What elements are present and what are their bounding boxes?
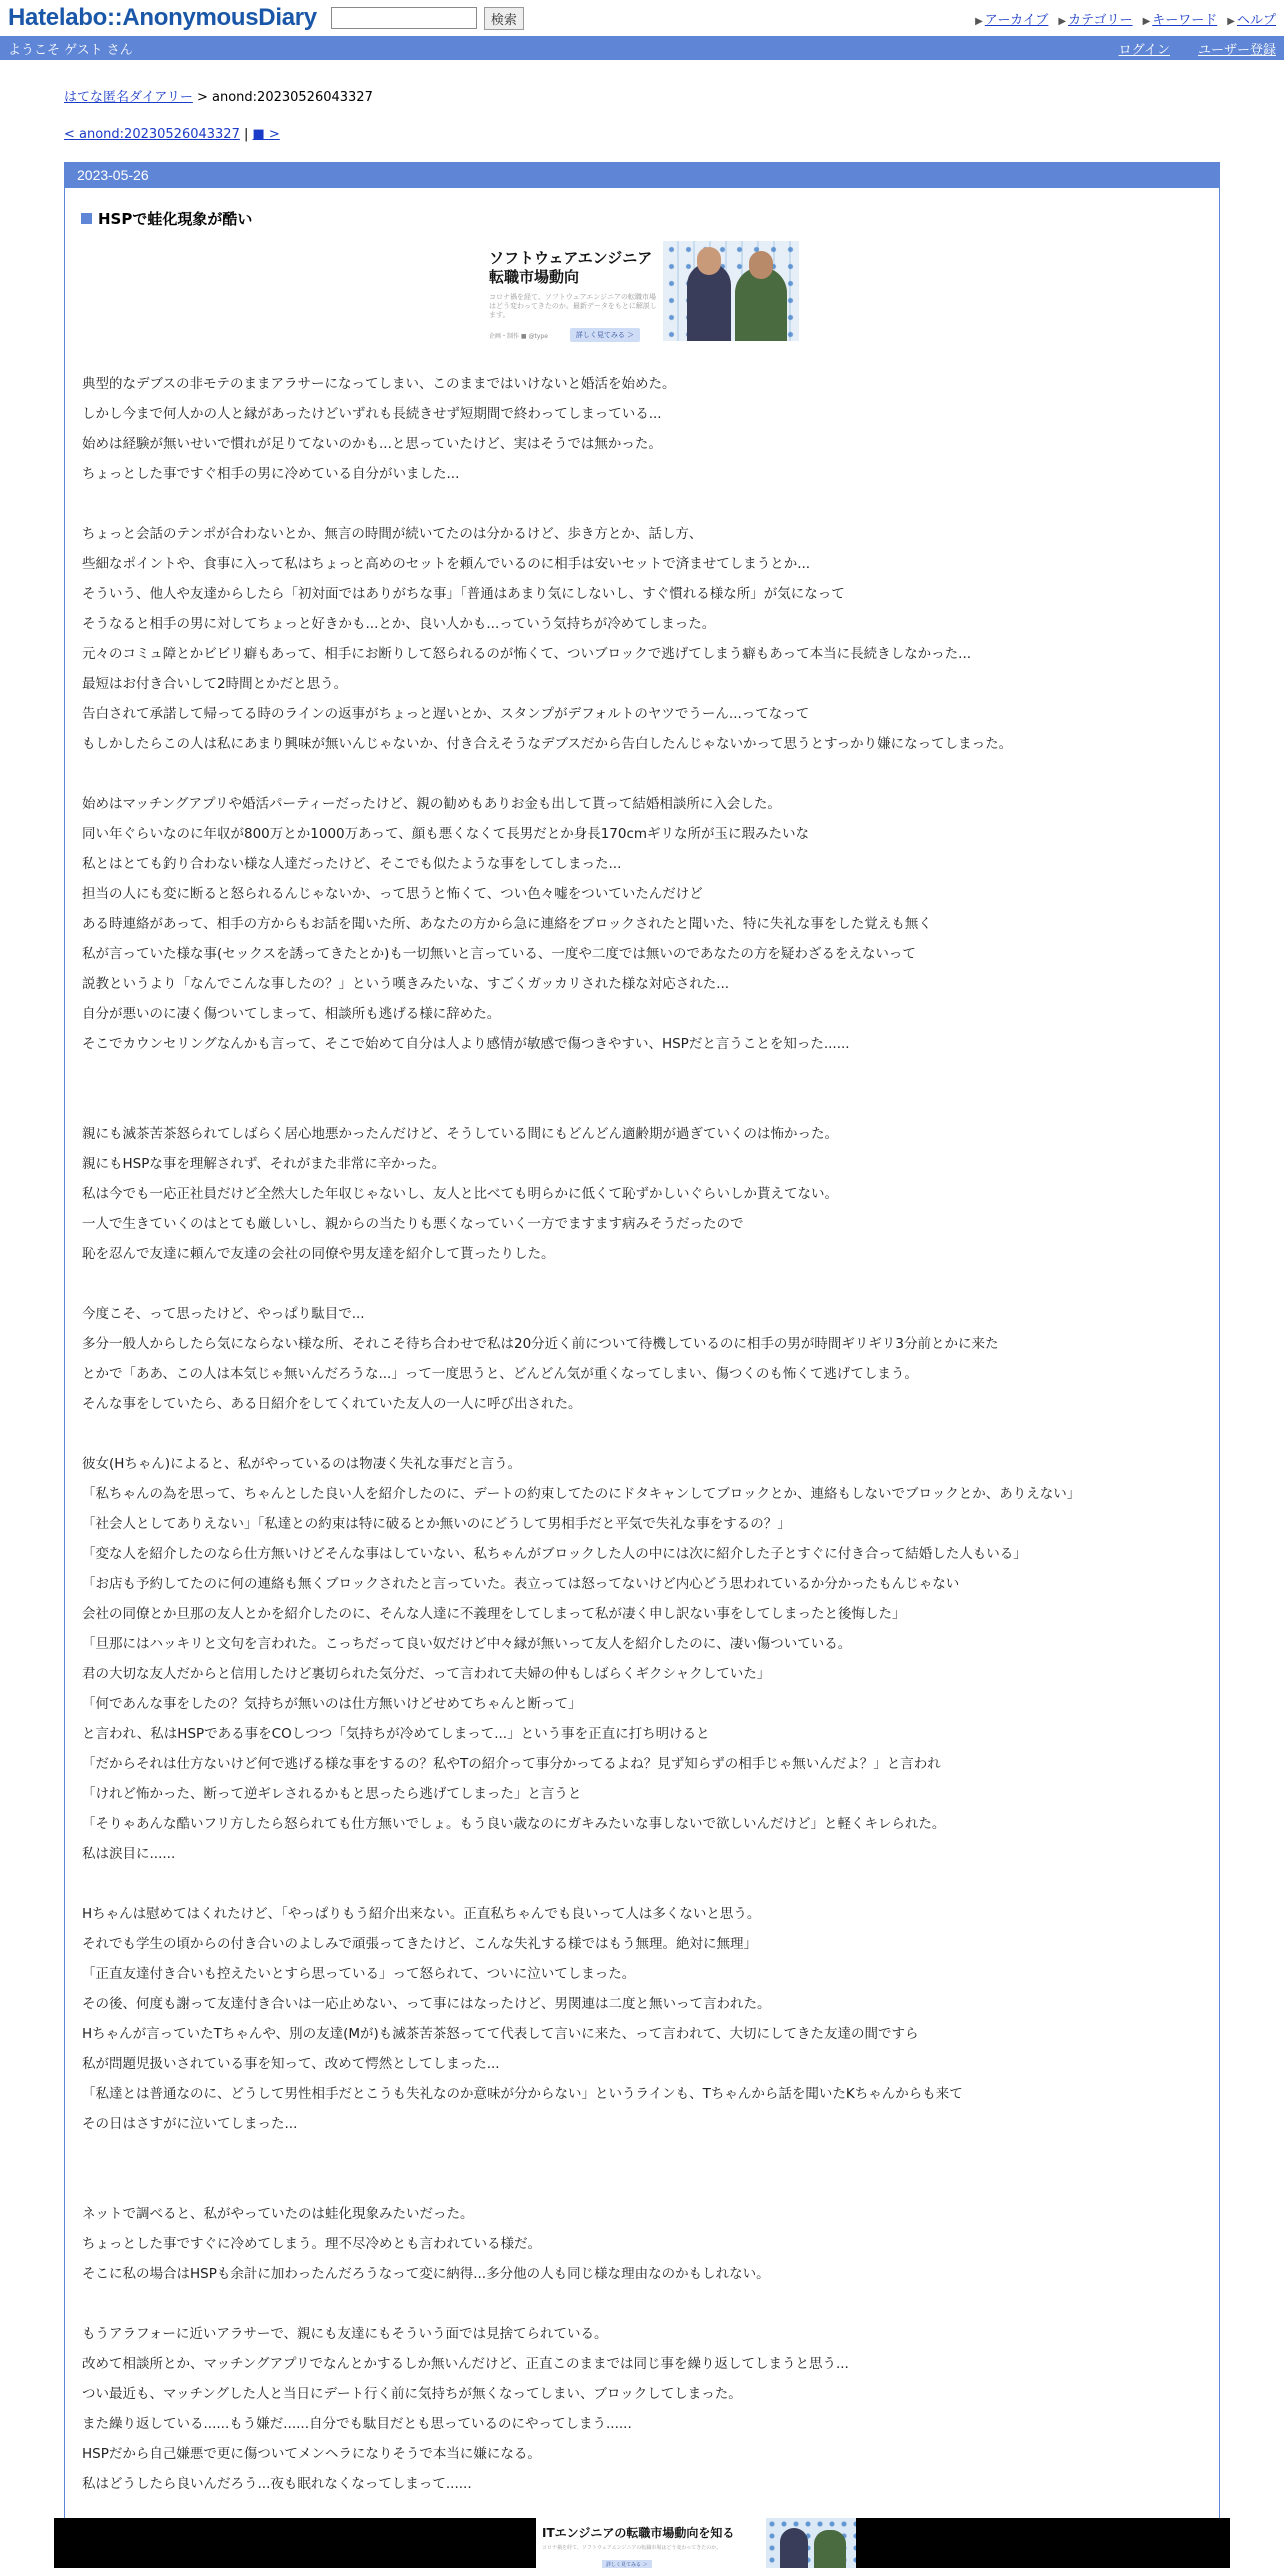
bottom-ad-photo xyxy=(766,2518,856,2568)
body-line: とかで「ああ、この人は本気じゃ無いんだろうな...」って一度思うと、どんどん気が重くなってしまい、傷つくのも怖くて逃げてしまう。 xyxy=(82,1366,918,1382)
body-line: 「何であんな事をしたの？気持ちが無いのは仕方無いけどせめてちゃんと断って」 xyxy=(82,1696,582,1712)
nav-category-link[interactable]: カテゴリー xyxy=(1068,12,1133,28)
body-line: ネットで調べると、私がやっていたのは蛙化現象みたいだった。 xyxy=(82,2206,474,2222)
top-nav xyxy=(975,9,1276,28)
body-line: と言われ、私はHSPである事をCOしつつ「気持ちが冷めてしまって...」という事を正直に打ち明けると xyxy=(82,1726,710,1742)
body-line: つい最近も、マッチングした人と当日にデート行く前に気持ちが無くなってしまい、ブロックしてしまった。 xyxy=(82,2386,742,2402)
body-line: 彼女(Hちゃん)によると、私がやっているのは物凄く失礼な事だと言う。 xyxy=(82,1456,522,1472)
body-blank-line xyxy=(82,1059,1212,1089)
ad-title-line2: 転職市場動向 xyxy=(489,268,580,286)
breadcrumb-separator: > xyxy=(192,90,213,105)
ad-title xyxy=(489,249,663,287)
body-line: 改めて相談所とか、マッチングアプリでなんとかするしか無いんだけど、正直このままでは同じ事を繰り返してしまうと思う... xyxy=(82,2356,849,2372)
body-line: 「だからそれは仕方ないけど何で逃げる様な事をするの？私やTの紹介って事分かってるよね？見ず知らずの相手じゃ無いんだよ？」と言われ xyxy=(82,1756,941,1772)
body-blank-line xyxy=(82,2169,1212,2199)
body-line: 「お店も予約してたのに何の連絡も無くブロックされたと言っていた。表立っては怒ってないけど内心どう思われているか分かったもんじゃない xyxy=(82,1576,960,1592)
entry-square-icon[interactable] xyxy=(81,213,92,224)
ad-title-line1: ソフトウェアエンジニア xyxy=(489,249,653,267)
arrow-icon: ▶ xyxy=(1142,15,1151,27)
body-line: ちょっと会話のテンポが合わないとか、無言の時間が続いてたのは分かるけど、歩き方とか、話し方、 xyxy=(82,526,703,542)
entry-body xyxy=(82,369,1212,2499)
body-line: ちょっとした事ですぐに冷めてしまう。理不尽冷めとも言われている様だ。 xyxy=(82,2236,541,2252)
day-section xyxy=(64,162,1220,2568)
ad-sponsor-text: 企画・制作 ■ @type xyxy=(489,332,548,340)
body-line: Hちゃんが言っていたTちゃんや、別の友達(Mが)も滅茶苦茶怒ってて代表して言いに来た、って言われて、大切にしてきた友達の間ですら xyxy=(82,2026,919,2042)
body-line: 私はどうしたら良いんだろう...夜も眠れなくなってしまって...... xyxy=(82,2476,472,2492)
bottom-ad-title: ITエンジニアの転職市場動向を知る xyxy=(542,2526,735,2540)
body-line: 親にもHSPな事を理解されず、それがまた非常に辛かった。 xyxy=(82,1156,446,1172)
entry-title-text: HSPで蛙化現象が酷い xyxy=(98,210,253,228)
arrow-icon: ▶ xyxy=(1058,15,1067,27)
bottom-ad-bar xyxy=(54,2518,1230,2568)
body-line: 「正直友達付き合いも控えたいとすら思っている」って怒られて、ついに泣いてしまった。 xyxy=(82,1966,636,1982)
body-line: そこに私の場合はHSPも余計に加わったんだろうなって変に納得...多分他の人も同じ様な理由なのかもしれない。 xyxy=(82,2266,770,2282)
body-line: Hちゃんは慰めてはくれたけど、「やっぱりもう紹介出来ない。正直私ちゃんでも良いって人は多くないと思う。 xyxy=(82,1906,761,1922)
body-line: また繰り返している......もう嫌だ......自分でも駄目だとも思っているのにやってしまう...... xyxy=(82,2416,632,2432)
nav-archive-link[interactable]: アーカイブ xyxy=(984,12,1049,28)
body-line: そういう、他人や友達からしたら「初対面ではありがちな事」「普通はあまり気にしないし、すぐ慣れる様な所」が気になって xyxy=(82,586,845,602)
pager xyxy=(64,127,280,142)
body-line: そこでカウンセリングなんかも言って、そこで始めて自分は人より感情が敏感で傷つきやすい、HSPだと言うことを知った...... xyxy=(82,1036,850,1052)
body-line: その後、何度も謝って友達付き合いは一応止めない、って事にはなったけど、男関連は二度と無いって言われた。 xyxy=(82,1996,771,2012)
ad-photo xyxy=(663,241,799,341)
nav-keyword-link[interactable]: キーワード xyxy=(1152,12,1218,28)
next-entry-link[interactable]: ■ > xyxy=(252,127,280,142)
body-line: ちょっとした事ですぐ相手の男に冷めている自分がいました... xyxy=(82,466,460,482)
top-bar xyxy=(0,0,1284,36)
ad-description: コロナ禍を経て、ソフトウェアエンジニアの転職市場はどう変わってきたのか。最新データをもとに解説します。 xyxy=(489,293,657,319)
body-line: 最短はお付き合いして2時間とかだと思う。 xyxy=(82,676,348,692)
nav-help-link[interactable]: ヘルプ xyxy=(1236,12,1276,28)
nav-category[interactable] xyxy=(1058,9,1132,28)
body-line: 「私ちゃんの為を思って、ちゃんとした良い人を紹介したのに、デートの約束してたのにドタキャンしてブロックとか、連絡もしないでブロックとか、ありえない」 xyxy=(82,1486,1081,1502)
prev-entry-link[interactable]: < anond:20230526043327 xyxy=(64,127,240,142)
body-line: 私が問題児扱いされている事を知って、改めて愕然としてしまった... xyxy=(82,2056,500,2072)
body-blank-line xyxy=(82,1869,1212,1899)
arrow-icon: ▶ xyxy=(1227,15,1235,27)
body-line: 始めはマッチングアプリや婚活パーティーだったけど、親の勧めもありお金も出して貰って結婚相談所に入会した。 xyxy=(82,796,781,812)
breadcrumb-current: anond:20230526043327 xyxy=(212,90,373,105)
arrow-icon: ▶ xyxy=(975,15,983,27)
bottom-ad-description: コロナ禍を経て、ソフトウェアエンジニアの転職市場はどう変わってきたのか。 xyxy=(542,2545,722,2551)
search-button[interactable]: 検索 xyxy=(484,7,524,30)
body-line: 説教というより「なんでこんな事したの？」という嘆きみたいな、すごくガッカリされた様な対応された... xyxy=(82,976,730,992)
bottom-ad-person-right xyxy=(814,2530,846,2568)
body-line: 元々のコミュ障とかビビリ癖もあって、相手にお断りして怒られるのが怖くて、ついブロックで逃げてしまう癖もあって本当に長続きしなかった... xyxy=(82,646,972,662)
ad-cta-button[interactable]: 詳しく見てみる ＞ xyxy=(570,328,640,342)
user-links xyxy=(1119,39,1276,58)
body-line: 「旦那にはハッキリと文句を言われた。こっちだって良い奴だけど中々縁が無いって友人を紹介したのに、凄い傷ついている。 xyxy=(82,1636,852,1652)
body-line: 君の大切な友人だからと信用したけど裏切られた気分だ、って言われて夫婦の仲もしばらくギクシャクしていた」 xyxy=(82,1666,771,1682)
body-line: 「社会人としてありえない」「私達との約束は特に破るとか無いのにどうして男相手だと平気で失礼な事をするの？」 xyxy=(82,1516,791,1532)
body-line: それでも学生の頃からの付き合いのよしみで頑張ってきたけど、こんな失礼する様ではもう無理。絶対に無理」 xyxy=(82,1936,757,1952)
body-line: そうなると相手の男に対してちょっと好きかも...とか、良い人かも...っていう気持ちが冷めてしまった。 xyxy=(82,616,716,632)
body-line: 同い年ぐらいなのに年収が800万とか1000万あって、顔も悪くなくて長男だとか身長170cmギリな所が玉に瑕みたいな xyxy=(82,826,810,842)
body-line: ある時連絡があって、相手の方からもお話を聞いた所、あなたの方から急に連絡をブロックされたと聞いた、特に失礼な事をした覚えも無く xyxy=(82,916,932,932)
body-line: その日はさすがに泣いてしまった... xyxy=(82,2116,298,2132)
day-date: 2023-05-26 xyxy=(65,163,1219,188)
body-line: 会社の同僚とか旦那の友人とかを紹介したのに、そんな人達に不義理をしてしまって私が凄く申し訳ない事をしてしまったと後悔した」 xyxy=(82,1606,906,1622)
body-line: もうアラフォーに近いアラサーで、親にも友達にもそういう面では見捨てられている。 xyxy=(82,2326,608,2342)
login-link[interactable]: ログイン xyxy=(1118,42,1170,58)
user-bar xyxy=(0,36,1284,60)
body-line: 多分一般人からしたら気にならない様な所、それこそ待ち合わせで私は20分近く前について待機しているのに相手の男が時間ギリギリ3分前とかに来た xyxy=(82,1336,999,1352)
breadcrumb xyxy=(64,86,373,105)
ad-banner[interactable] xyxy=(485,241,805,341)
body-line: 「変な人を紹介したのなら仕方無いけどそんな事はしていない、私ちゃんがブロックした人の中には次に紹介した子とすぐに付き合って結婚した人もいる」 xyxy=(82,1546,1027,1562)
body-line: 恥を忍んで友達に頼んで友達の会社の同僚や男友達を紹介して貰ったりした。 xyxy=(82,1246,555,1262)
ad-text xyxy=(485,241,663,341)
bottom-ad-banner[interactable] xyxy=(536,2518,856,2568)
body-line: 担当の人にも変に断ると怒られるんじゃないか、って思うと怖くて、つい色々嘘をついていたんだけど xyxy=(82,886,703,902)
body-line: 典型的なデブスの非モテのままアラサーになってしまい、このままではいけないと婚活を始めた。 xyxy=(82,376,676,392)
body-line: 親にも滅茶苦茶怒られてしばらく居心地悪かったんだけど、そうしている間にもどんどん適齢期が過ぎていくのは怖かった。 xyxy=(82,1126,838,1142)
bottom-ad-person-left xyxy=(780,2528,808,2568)
body-line: 「そりゃあんな酷いフリ方したら怒られても仕方無いでしょ。もう良い歳なのにガキみたいな事しないで欲しいんだけど」と軽くキレられた。 xyxy=(82,1816,946,1832)
entry-title[interactable] xyxy=(81,208,252,229)
body-blank-line xyxy=(82,1269,1212,1299)
body-blank-line xyxy=(82,1419,1212,1449)
ad-person-left-head xyxy=(697,247,721,275)
nav-keyword[interactable] xyxy=(1143,9,1218,28)
body-line: HSPだから自己嫌悪で更に傷ついてメンヘラになりそうで本当に嫌になる。 xyxy=(82,2446,541,2462)
body-line: 些細なポイントや、食事に入って私はちょっと高めのセットを頼んでいるのに相手は安いセットで済ませてしまうとか... xyxy=(82,556,811,572)
breadcrumb-home[interactable]: はてな匿名ダイアリー xyxy=(64,90,193,105)
body-blank-line xyxy=(82,2139,1212,2169)
welcome-text: ようこそ ゲスト さん xyxy=(8,42,133,58)
body-line: 告白されて承諾して帰ってる時のラインの返事がちょっと遅いとか、スタンプがデフォルトのヤツでうーん...ってなって xyxy=(82,706,810,722)
body-blank-line xyxy=(82,489,1212,519)
body-line: 私が言っていた様な事(セックスを誘ってきたとか)も一切無いと言っている、一度や二度では無いのであなたの方を疑わざるをえないって xyxy=(82,946,916,962)
nav-archive[interactable] xyxy=(975,9,1048,28)
bottom-ad-text xyxy=(536,2518,766,2568)
body-line: しかし今まで何人かの人と縁があったけどいずれも長続きせず短期間で終わってしまっている... xyxy=(82,406,662,422)
bottom-ad-cta-button[interactable]: 詳しく見てみる ＞ xyxy=(602,2560,652,2568)
search-input[interactable] xyxy=(331,7,477,29)
body-line: 私は涙目に...... xyxy=(82,1846,176,1862)
pager-separator: | xyxy=(239,127,253,142)
body-line: 私とはとても釣り合わない様な人達だったけど、そこでも似たような事をしてしまった... xyxy=(82,856,622,872)
register-link[interactable]: ユーザー登録 xyxy=(1197,42,1276,58)
ad-sponsor xyxy=(489,328,663,342)
body-line: 今度こそ、って思ったけど、やっぱり駄目で... xyxy=(82,1306,365,1322)
body-line: 一人で生きていくのはとても厳しいし、親からの当たりも悪くなっていく一方でますます病みそうだったので xyxy=(82,1216,744,1232)
body-blank-line xyxy=(82,2289,1212,2319)
ad-person-right-head xyxy=(749,251,773,279)
body-blank-line xyxy=(82,1089,1212,1119)
body-line: 「私達とは普通なのに、どうして男性相手だとこうも失礼なのか意味が分からない」というラインも、Tちゃんから話を聞いたKちゃんからも来て xyxy=(82,2086,963,2102)
site-logo[interactable]: Hatelabo::AnonymousDiary xyxy=(8,4,317,31)
body-line: そんな事をしていたら、ある日紹介をしてくれていた友人の一人に呼び出された。 xyxy=(82,1396,582,1412)
body-line: 自分が悪いのに凄く傷ついてしまって、相談所も逃げる様に辞めた。 xyxy=(82,1006,501,1022)
nav-help[interactable] xyxy=(1227,9,1276,28)
body-blank-line xyxy=(82,759,1212,789)
body-line: もしかしたらこの人は私にあまり興味が無いんじゃないか、付き合えそうなデブスだから告白したんじゃないかって思うとすっかり嫌になってしまった。 xyxy=(82,736,1013,752)
body-line: 始めは経験が無いせいで慣れが足りてないのかも...と思っていたけど、実はそうでは無かった。 xyxy=(82,436,662,452)
body-line: 「けれど怖かった、断って逆ギレされるかもと思ったら逃げてしまった」と言うと xyxy=(82,1786,582,1802)
body-line: 私は今でも一応正社員だけど全然大した年収じゃないし、友人と比べても明らかに低くて恥ずかしいぐらいしか貰えてない。 xyxy=(82,1186,838,1202)
